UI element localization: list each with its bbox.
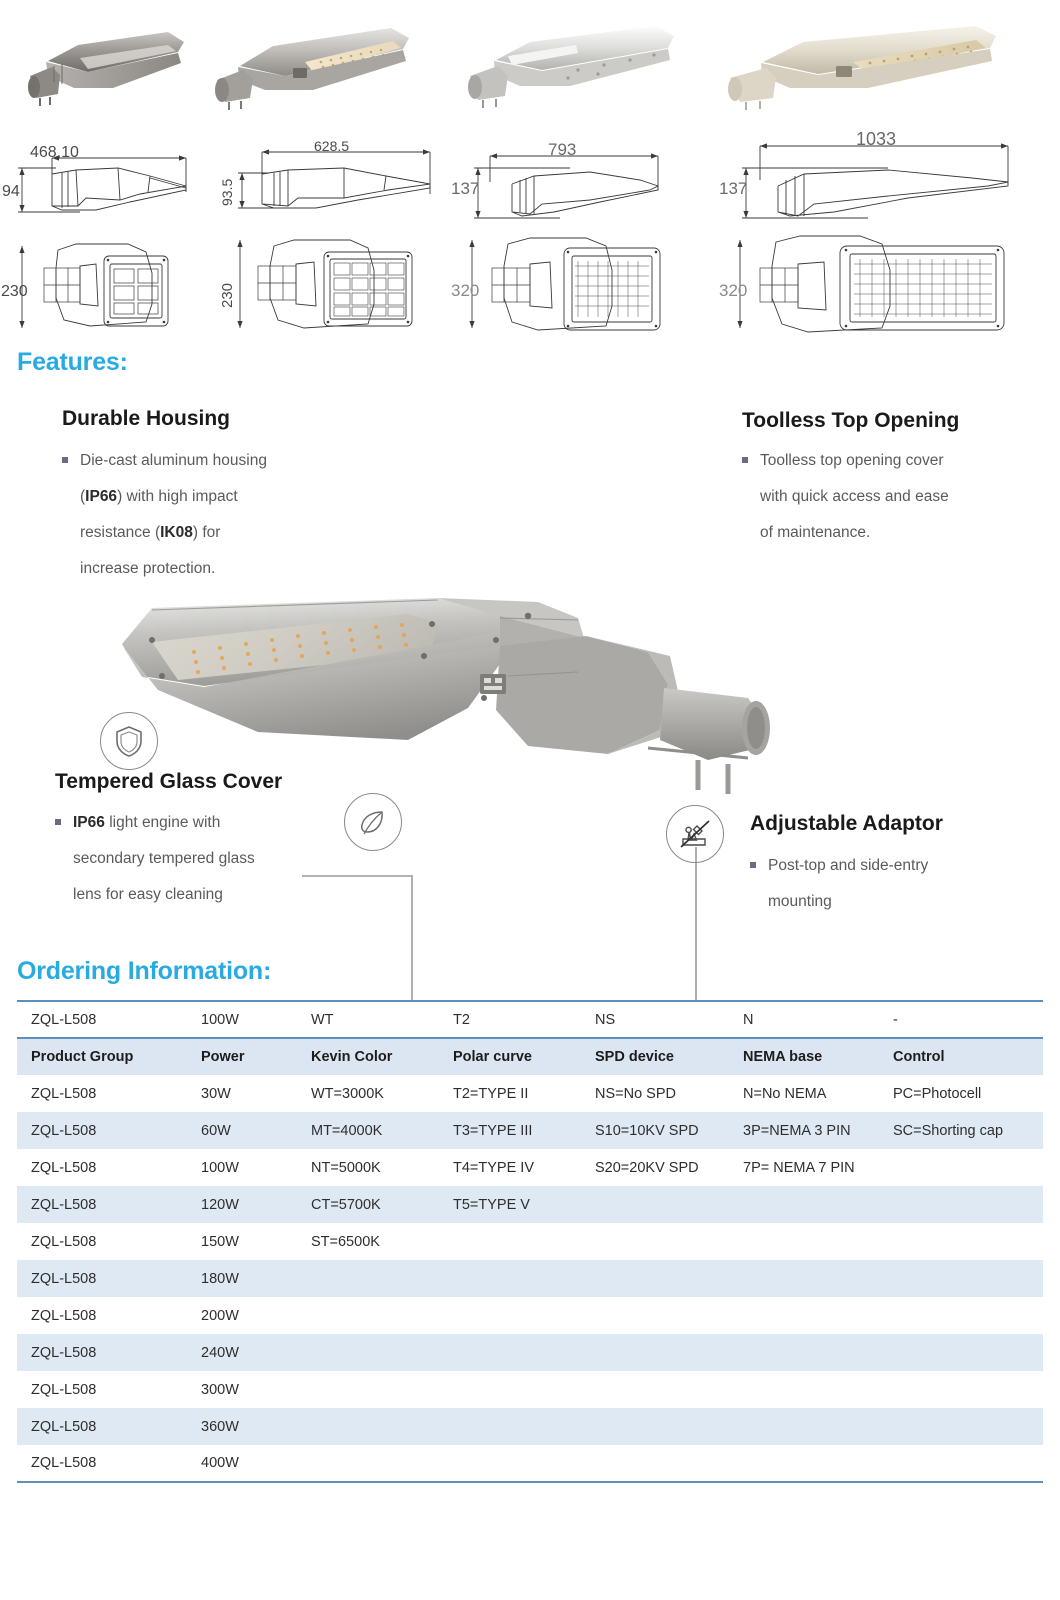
ordering-cell: [581, 1297, 729, 1334]
ordering-cell: [879, 1260, 1043, 1297]
ordering-cell: ZQL-L508: [17, 1334, 187, 1371]
table-row: [17, 1297, 1043, 1334]
dimension-drawings: [0, 128, 1060, 340]
ordering-cell: [297, 1297, 439, 1334]
dim-width-3: 320: [451, 281, 480, 300]
ordering-cell: ZQL-L508: [17, 1260, 187, 1297]
feature-text-line3a: resistance (: [80, 524, 161, 541]
table-row: [17, 1408, 1043, 1445]
ordering-cell: 360W: [187, 1408, 297, 1445]
product-photo-4: [718, 18, 1006, 113]
feature-heading-durable-housing: Durable Housing: [62, 407, 231, 430]
ordering-cell: ZQL-L508: [17, 1075, 187, 1112]
ordering-cell: ST=6500K: [297, 1223, 439, 1260]
ordering-cell: 240W: [187, 1334, 297, 1371]
feature-heading-tempered-glass: Tempered Glass Cover: [55, 770, 283, 793]
ordering-cell: ZQL-L508: [17, 1371, 187, 1408]
ordering-cell: T2=TYPE II: [439, 1075, 581, 1112]
feature-text-line1: Post-top and side-entry: [768, 857, 929, 874]
table-row: [17, 1149, 1043, 1186]
feature-text-line3: lens for easy cleaning: [73, 886, 223, 903]
ordering-cell: CT=5700K: [297, 1186, 439, 1223]
ordering-cell: S20=20KV SPD: [581, 1149, 729, 1186]
feature-text-line1c: light engine with: [104, 814, 221, 831]
ordering-cell: [729, 1186, 879, 1223]
ordering-column-header: Polar curve: [439, 1038, 581, 1075]
table-row: [17, 1186, 1043, 1223]
feature-text-line2: secondary tempered glass: [73, 850, 255, 867]
ordering-cell: WT=3000K: [297, 1075, 439, 1112]
ordering-cell: 30W: [187, 1075, 297, 1112]
ordering-cell: [879, 1334, 1043, 1371]
ordering-section-title: Ordering Information:: [17, 957, 272, 985]
ordering-cell: [439, 1223, 581, 1260]
ordering-cell: [729, 1297, 879, 1334]
shield-icon: [100, 712, 158, 770]
feature-body-tempered-glass: [55, 805, 335, 913]
feature-text-line2: with quick access and ease: [760, 488, 949, 505]
ordering-cell: [439, 1445, 581, 1482]
ordering-cell: NT=5000K: [297, 1149, 439, 1186]
feature-body-durable-housing: [62, 443, 332, 587]
ordering-example-cell: N: [729, 1001, 879, 1038]
table-row: [17, 1223, 1043, 1260]
ordering-cell: ZQL-L508: [17, 1149, 187, 1186]
ordering-cell: [439, 1371, 581, 1408]
ordering-cell: [581, 1260, 729, 1297]
ordering-example-cell: WT: [297, 1001, 439, 1038]
feature-text-line1: Die-cast aluminum housing: [80, 452, 267, 469]
ordering-column-header: Power: [187, 1038, 297, 1075]
ordering-cell: [879, 1371, 1043, 1408]
ordering-example-row: [17, 1001, 1043, 1038]
ordering-cell: [297, 1334, 439, 1371]
ordering-cell: 150W: [187, 1223, 297, 1260]
ordering-cell: N=No NEMA: [729, 1075, 879, 1112]
ordering-cell: [879, 1445, 1043, 1482]
bullet-icon: [742, 457, 748, 463]
ordering-cell: [729, 1334, 879, 1371]
ordering-cell: 120W: [187, 1186, 297, 1223]
ordering-cell: [879, 1149, 1043, 1186]
ordering-example-cell: ZQL-L508: [17, 1001, 187, 1038]
ordering-cell: ZQL-L508: [17, 1186, 187, 1223]
feature-text-line3c: ) for: [192, 524, 221, 541]
dimension-drawing-3: [450, 128, 718, 340]
ordering-cell: [581, 1371, 729, 1408]
ordering-cell: 400W: [187, 1445, 297, 1482]
feature-body-toolless: [742, 443, 1012, 551]
ordering-cell: ZQL-L508: [17, 1297, 187, 1334]
dim-length-2: 628.5: [314, 138, 350, 154]
ordering-header-row: [17, 1038, 1043, 1075]
feature-body-adjustable-adaptor: [750, 848, 1010, 920]
ordering-example-cell: 100W: [187, 1001, 297, 1038]
ordering-cell: [439, 1408, 581, 1445]
ordering-cell: [439, 1260, 581, 1297]
ordering-cell: S10=10KV SPD: [581, 1112, 729, 1149]
ordering-cell: [581, 1223, 729, 1260]
ordering-cell: [439, 1334, 581, 1371]
ordering-cell: 100W: [187, 1149, 297, 1186]
features-section: [0, 390, 1060, 935]
table-row: [17, 1445, 1043, 1482]
ordering-cell: [729, 1223, 879, 1260]
ordering-cell: [581, 1334, 729, 1371]
dimension-drawing-1: [0, 128, 218, 340]
ordering-example-cell: -: [879, 1001, 1043, 1038]
ordering-cell: [297, 1445, 439, 1482]
dim-height-1: 94: [2, 183, 20, 200]
feature-text-line4: increase protection.: [80, 560, 216, 577]
ordering-cell: ZQL-L508: [17, 1223, 187, 1260]
table-row: [17, 1112, 1043, 1149]
table-row: [17, 1371, 1043, 1408]
dim-height-3: 137: [451, 179, 480, 198]
feature-text-line2c: ) with high impact: [117, 488, 238, 505]
feature-text-line2: mounting: [768, 893, 832, 910]
product-photo-strip: [0, 0, 1060, 126]
ordering-cell: T3=TYPE III: [439, 1112, 581, 1149]
ordering-cell: [729, 1408, 879, 1445]
ordering-cell: MT=4000K: [297, 1112, 439, 1149]
ordering-cell: [729, 1445, 879, 1482]
dim-height-4: 137: [719, 179, 748, 198]
ordering-cell: 60W: [187, 1112, 297, 1149]
ordering-cell: [879, 1223, 1043, 1260]
feature-heading-adjustable-adaptor: Adjustable Adaptor: [750, 812, 943, 835]
ordering-cell: PC=Photocell: [879, 1075, 1043, 1112]
ordering-cell: T4=TYPE IV: [439, 1149, 581, 1186]
ordering-example-cell: NS: [581, 1001, 729, 1038]
feature-text-ip66: IP66: [85, 488, 118, 505]
feature-heading-toolless: Toolless Top Opening: [742, 409, 960, 432]
ordering-cell: [439, 1297, 581, 1334]
dim-width-4: 320: [719, 281, 748, 300]
table-row: [17, 1334, 1043, 1371]
ordering-column-header: NEMA base: [729, 1038, 879, 1075]
ordering-information-table: [17, 1000, 1043, 1483]
ordering-cell: ZQL-L508: [17, 1408, 187, 1445]
ordering-cell: [729, 1260, 879, 1297]
bullet-icon: [62, 457, 68, 463]
feature-text-line3: of maintenance.: [760, 524, 871, 541]
product-photo-3: [458, 18, 683, 113]
ordering-column-header: Kevin Color: [297, 1038, 439, 1075]
ordering-cell: SC=Shorting cap: [879, 1112, 1043, 1149]
dim-width-1: 230: [1, 283, 28, 300]
table-row: [17, 1260, 1043, 1297]
product-photo-2: [205, 18, 420, 113]
ordering-cell: [879, 1408, 1043, 1445]
features-section-title: Features:: [17, 348, 128, 376]
ordering-cell: [729, 1371, 879, 1408]
ordering-cell: [581, 1445, 729, 1482]
feature-text-ik08: IK08: [160, 524, 193, 541]
ordering-cell: ZQL-L508: [17, 1445, 187, 1482]
ordering-cell: [581, 1186, 729, 1223]
dim-length-3: 793: [548, 140, 577, 159]
table-row: [17, 1075, 1043, 1112]
product-photo-1: [18, 18, 198, 113]
dim-length-1: 468,10: [30, 144, 79, 161]
no-tools-icon: [666, 805, 724, 863]
ordering-cell: [581, 1408, 729, 1445]
ordering-cell: [297, 1371, 439, 1408]
ordering-column-header: SPD device: [581, 1038, 729, 1075]
feature-text-ip66: IP66: [73, 814, 105, 831]
dimension-drawing-4: [718, 128, 1060, 340]
dimension-drawing-2: [218, 128, 450, 340]
ordering-example-cell: T2: [439, 1001, 581, 1038]
ordering-cell: 180W: [187, 1260, 297, 1297]
ordering-cell: ZQL-L508: [17, 1112, 187, 1149]
ordering-cell: 200W: [187, 1297, 297, 1334]
bullet-icon: [750, 862, 756, 868]
ordering-column-header: Control: [879, 1038, 1043, 1075]
ordering-cell: 3P=NEMA 3 PIN: [729, 1112, 879, 1149]
feature-text-line2a: (: [80, 488, 86, 505]
ordering-cell: [879, 1297, 1043, 1334]
dim-length-4: 1033: [856, 129, 897, 149]
dim-width-2: 230: [219, 282, 236, 308]
bullet-icon: [55, 819, 61, 825]
dim-height-2: 93.5: [219, 178, 235, 206]
ordering-cell: [879, 1186, 1043, 1223]
ordering-cell: NS=No SPD: [581, 1075, 729, 1112]
ordering-cell: 7P= NEMA 7 PIN: [729, 1149, 879, 1186]
feature-text-line1: Toolless top opening cover: [760, 452, 944, 469]
ordering-column-header: Product Group: [17, 1038, 187, 1075]
ordering-cell: 300W: [187, 1371, 297, 1408]
ordering-cell: T5=TYPE V: [439, 1186, 581, 1223]
leaf-icon: [344, 793, 402, 851]
ordering-cell: [297, 1260, 439, 1297]
ordering-cell: [297, 1408, 439, 1445]
